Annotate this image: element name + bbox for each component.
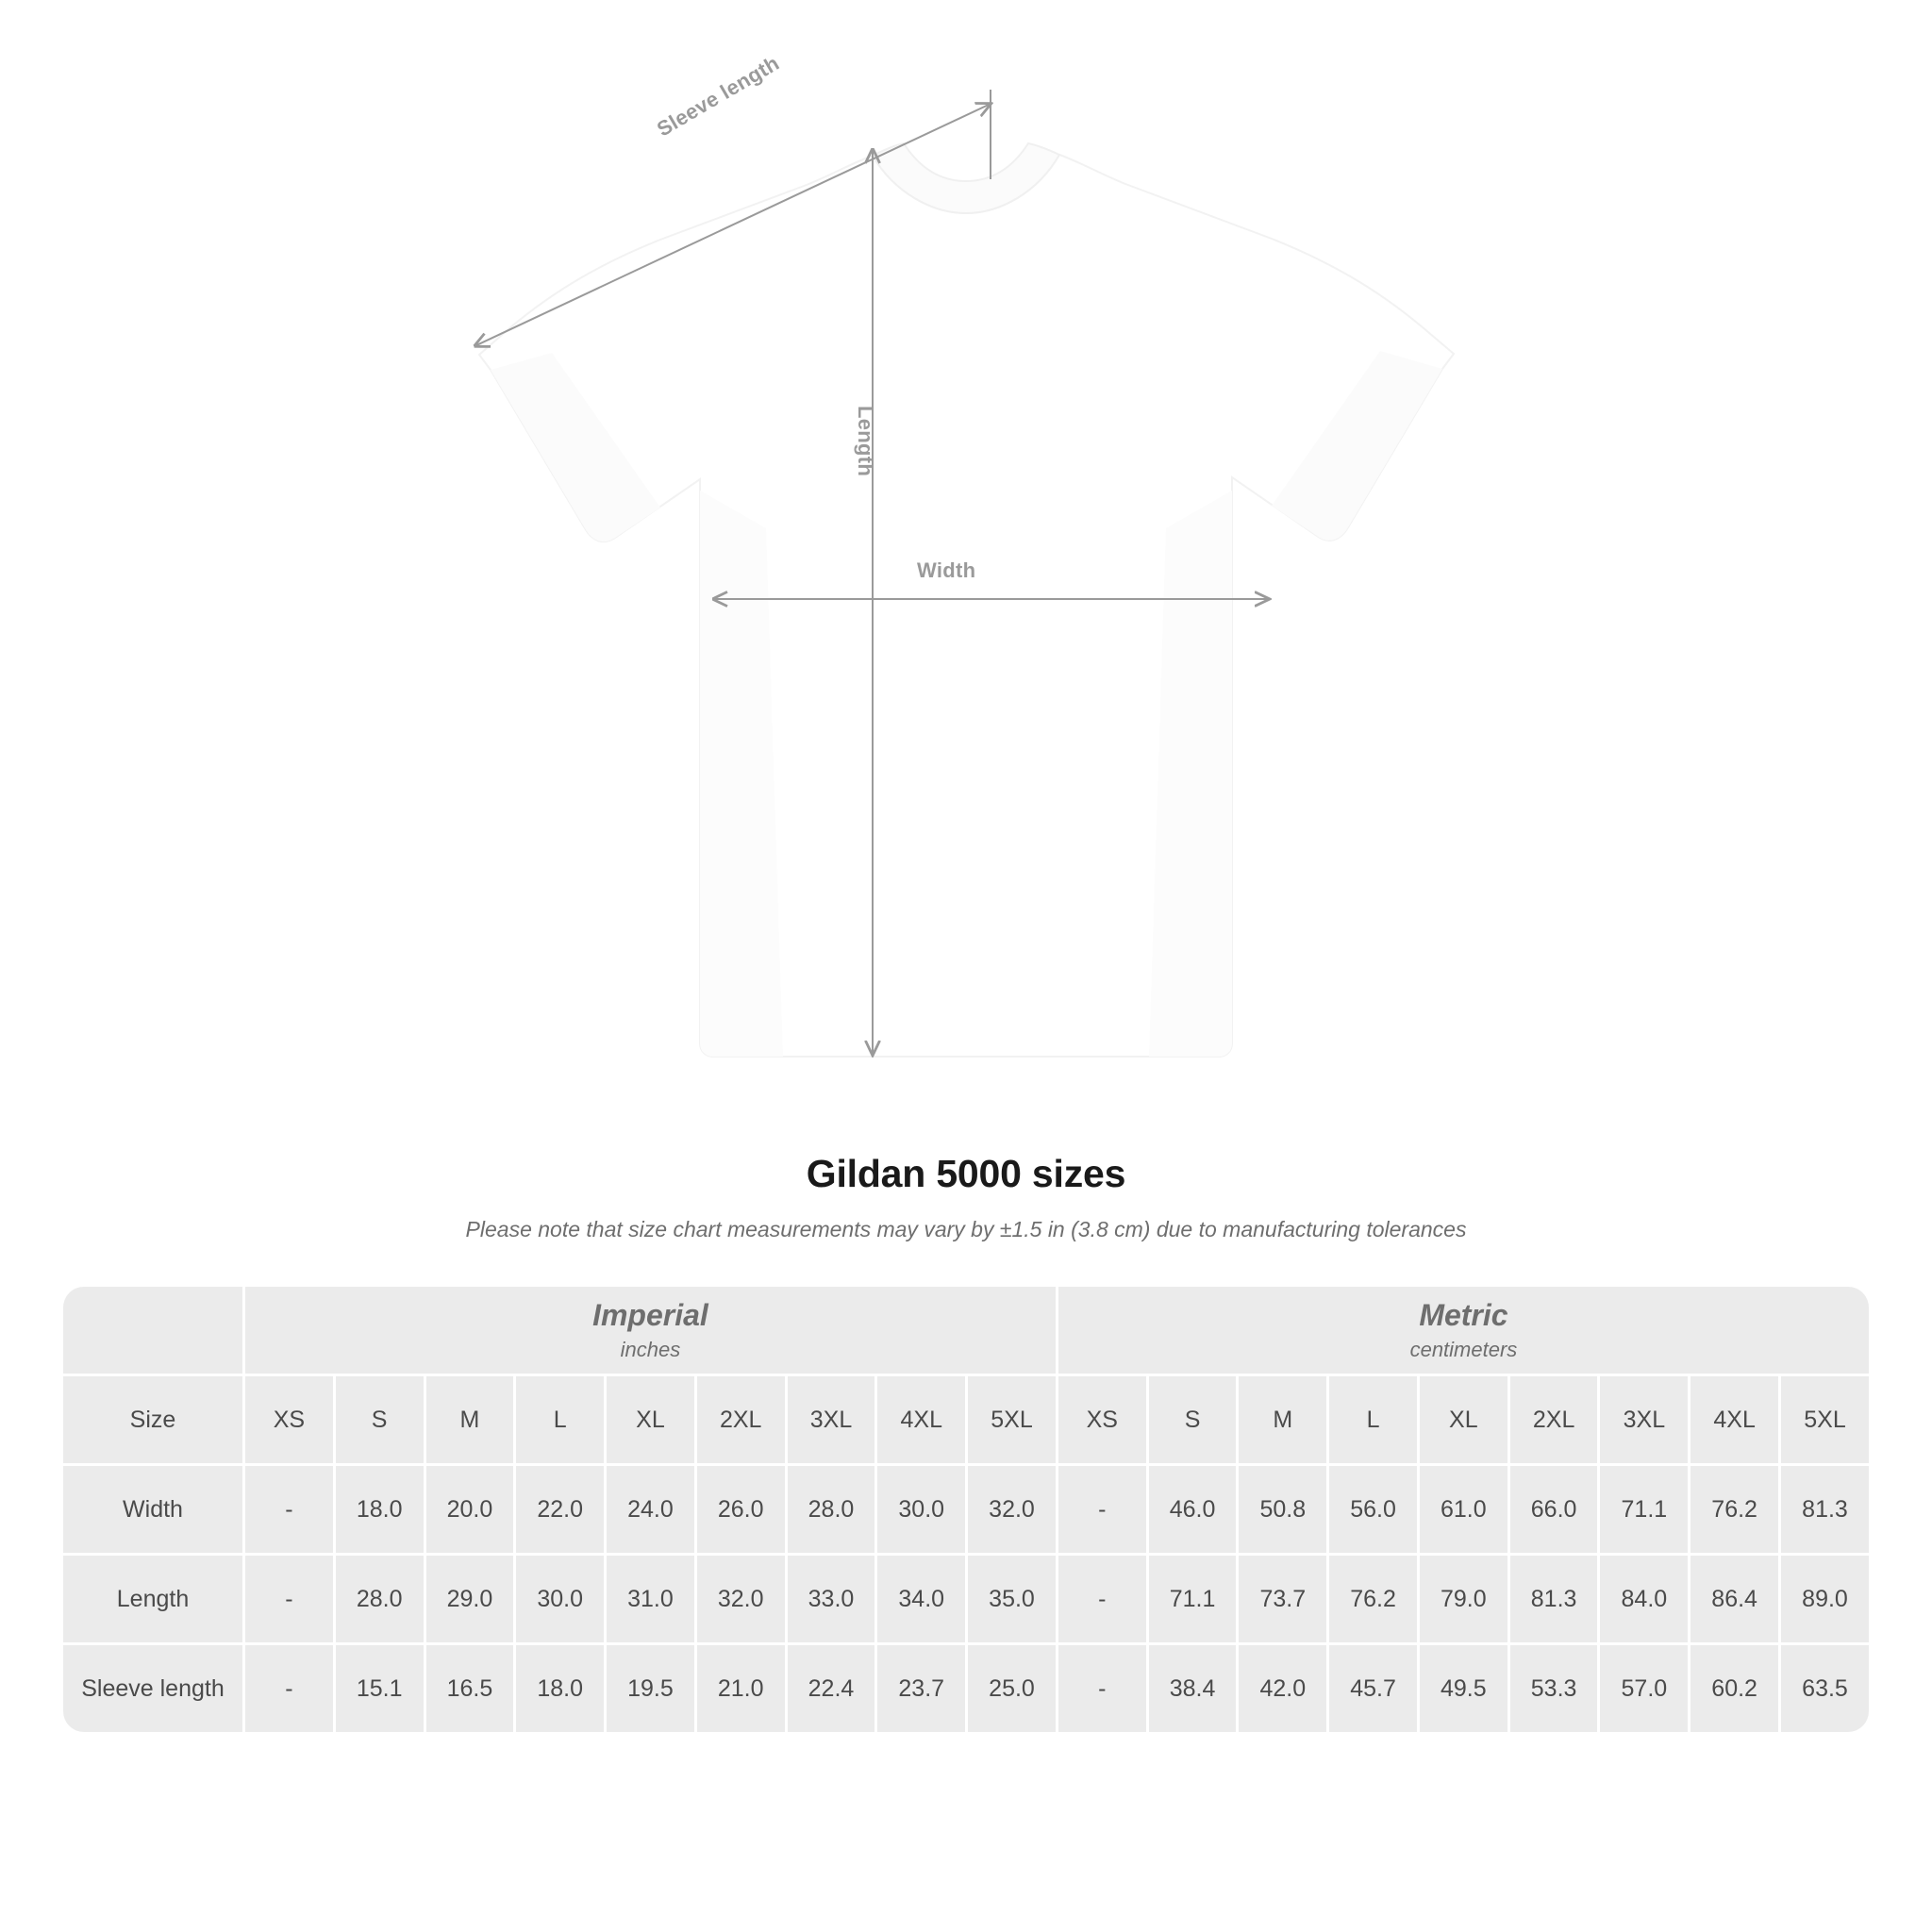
cell-width-imperial-m: 20.0 [426,1466,514,1553]
row-label-length: Length [63,1556,242,1642]
cell-sleeve-length-metric-s: 38.4 [1149,1645,1237,1732]
size-label-cell: Size [63,1376,242,1463]
unit-name-metric: Metric [1419,1297,1508,1332]
cell-sleeve-length-metric-2xl: 53.3 [1510,1645,1598,1732]
cell-width-imperial-2xl: 26.0 [697,1466,785,1553]
size-table-wrap [60,1284,1872,1735]
size-header-imperial-s: S [336,1376,424,1463]
cell-width-metric-m: 50.8 [1239,1466,1326,1553]
cell-sleeve-length-metric-l: 45.7 [1329,1645,1417,1732]
size-table [60,1284,1872,1735]
size-header-metric-xl: XL [1420,1376,1507,1463]
size-table-body [63,1466,1869,1732]
size-header-metric-2xl: 2XL [1510,1376,1598,1463]
cell-sleeve-length-imperial-l: 18.0 [516,1645,604,1732]
cell-length-imperial-m: 29.0 [426,1556,514,1642]
cell-sleeve-length-imperial-m: 16.5 [426,1645,514,1732]
cell-length-imperial-2xl: 32.0 [697,1556,785,1642]
unit-header-imperial [245,1287,1056,1374]
size-header-row [63,1376,1869,1463]
cell-length-imperial-l: 30.0 [516,1556,604,1642]
cell-sleeve-length-imperial-xs: - [245,1645,333,1732]
cell-length-imperial-xs: - [245,1556,333,1642]
cell-width-imperial-3xl: 28.0 [788,1466,875,1553]
size-header-metric-xs: XS [1058,1376,1146,1463]
cell-width-imperial-l: 22.0 [516,1466,604,1553]
cell-sleeve-length-imperial-xl: 19.5 [607,1645,694,1732]
cell-width-imperial-5xl: 32.0 [968,1466,1056,1553]
cell-sleeve-length-imperial-5xl: 25.0 [968,1645,1056,1732]
table-corner-cell [63,1287,242,1374]
cell-length-metric-m: 73.7 [1239,1556,1326,1642]
cell-sleeve-length-imperial-4xl: 23.7 [877,1645,965,1732]
cell-width-metric-xl: 61.0 [1420,1466,1507,1553]
cell-length-metric-s: 71.1 [1149,1556,1237,1642]
cell-length-metric-3xl: 84.0 [1600,1556,1688,1642]
cell-width-metric-2xl: 66.0 [1510,1466,1598,1553]
unit-sub-metric: centimeters [1409,1337,1518,1361]
cell-width-imperial-4xl: 30.0 [877,1466,965,1553]
cell-width-imperial-xl: 24.0 [607,1466,694,1553]
cell-length-imperial-s: 28.0 [336,1556,424,1642]
size-header-metric-m: M [1239,1376,1326,1463]
cell-length-imperial-3xl: 33.0 [788,1556,875,1642]
size-header-metric-5xl: 5XL [1781,1376,1869,1463]
cell-width-metric-s: 46.0 [1149,1466,1237,1553]
cell-length-metric-4xl: 86.4 [1690,1556,1778,1642]
sleeve-length-label: Sleeve length [653,51,784,142]
cell-length-imperial-xl: 31.0 [607,1556,694,1642]
cell-width-imperial-s: 18.0 [336,1466,424,1553]
unit-header-row [63,1287,1869,1374]
cell-width-imperial-xs: - [245,1466,333,1553]
length-label: Length [854,406,877,477]
tolerance-note: Please note that size chart measurements may vary by ±1.5 in (3.8 cm) due to manufacturing tolerances [465,1217,1467,1241]
page-title: Gildan 5000 sizes [806,1152,1126,1195]
size-header-imperial-4xl: 4XL [877,1376,965,1463]
cell-sleeve-length-metric-3xl: 57.0 [1600,1645,1688,1732]
cell-sleeve-length-metric-xl: 49.5 [1420,1645,1507,1732]
size-header-metric-4xl: 4XL [1690,1376,1778,1463]
cell-sleeve-length-metric-4xl: 60.2 [1690,1645,1778,1732]
table-row [63,1645,1869,1732]
cell-sleeve-length-imperial-3xl: 22.4 [788,1645,875,1732]
cell-length-metric-2xl: 81.3 [1510,1556,1598,1642]
cell-length-metric-l: 76.2 [1329,1556,1417,1642]
cell-sleeve-length-metric-5xl: 63.5 [1781,1645,1869,1732]
unit-header-metric [1058,1287,1869,1374]
title-block [0,1152,1932,1242]
cell-width-metric-5xl: 81.3 [1781,1466,1869,1553]
size-header-imperial-m: M [426,1376,514,1463]
cell-length-metric-5xl: 89.0 [1781,1556,1869,1642]
size-header-imperial-xl: XL [607,1376,694,1463]
row-label-sleeve-length: Sleeve length [63,1645,242,1732]
unit-name-imperial: Imperial [592,1297,708,1332]
cell-length-imperial-5xl: 35.0 [968,1556,1056,1642]
cell-sleeve-length-imperial-s: 15.1 [336,1645,424,1732]
table-row [63,1556,1869,1642]
unit-sub-imperial: inches [620,1337,681,1361]
size-header-imperial-l: L [516,1376,604,1463]
size-header-imperial-xs: XS [245,1376,333,1463]
size-header-imperial-5xl: 5XL [968,1376,1056,1463]
width-label: Width [917,558,976,582]
size-header-metric-l: L [1329,1376,1417,1463]
cell-width-metric-3xl: 71.1 [1600,1466,1688,1553]
cell-width-metric-xs: - [1058,1466,1146,1553]
cell-width-metric-4xl: 76.2 [1690,1466,1778,1553]
cell-sleeve-length-metric-m: 42.0 [1239,1645,1326,1732]
size-header-metric-3xl: 3XL [1600,1376,1688,1463]
cell-sleeve-length-imperial-2xl: 21.0 [697,1645,785,1732]
cell-width-metric-l: 56.0 [1329,1466,1417,1553]
cell-length-metric-xs: - [1058,1556,1146,1642]
size-header-metric-s: S [1149,1376,1237,1463]
cell-sleeve-length-metric-xs: - [1058,1645,1146,1732]
row-label-width: Width [63,1466,242,1553]
cell-length-imperial-4xl: 34.0 [877,1556,965,1642]
size-header-imperial-2xl: 2XL [697,1376,785,1463]
cell-length-metric-xl: 79.0 [1420,1556,1507,1642]
size-header-imperial-3xl: 3XL [788,1376,875,1463]
table-row [63,1466,1869,1553]
